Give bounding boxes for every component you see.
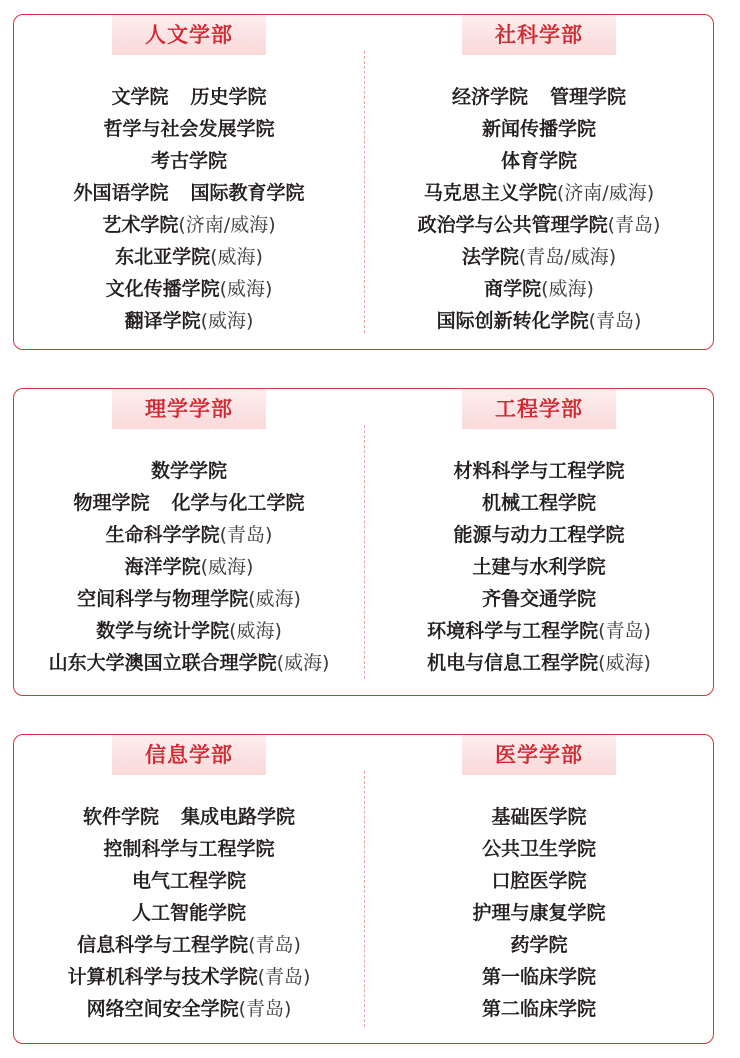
college-name: 生命科学学院 — [105, 524, 220, 546]
campus-note: (威海) — [276, 652, 330, 674]
campus-note: (威海) — [210, 246, 263, 268]
college-name: 政治学与公共管理学院 — [417, 214, 608, 236]
college-name: 翻译学院 — [124, 310, 201, 332]
college-name: 考古学院 — [150, 150, 227, 172]
campus-note: (济南/威海) — [178, 214, 276, 236]
campus-note: (青岛) — [598, 620, 651, 642]
college-name: 物理学院 — [73, 492, 150, 514]
college-item — [364, 865, 714, 897]
college-name: 国际教育学院 — [190, 182, 305, 204]
college-name: 管理学院 — [550, 86, 627, 108]
college-item — [14, 81, 364, 113]
college-item — [364, 929, 714, 961]
college-item — [364, 519, 714, 551]
college-item — [364, 897, 714, 929]
college-item — [14, 455, 364, 487]
division-title: 理学学部 — [112, 389, 266, 429]
college-item — [14, 487, 364, 519]
college-name: 国际创新转化学院 — [436, 310, 589, 332]
college-name: 艺术学院 — [102, 214, 179, 236]
college-item — [364, 583, 714, 615]
college-name: 电气工程学院 — [131, 870, 246, 892]
division-title: 社科学部 — [462, 15, 616, 55]
college-item — [14, 305, 364, 337]
campus-note: (青岛) — [238, 998, 292, 1020]
college-item — [364, 961, 714, 993]
college-list — [364, 81, 714, 337]
college-name: 公共卫生学院 — [481, 838, 596, 860]
college-item — [14, 929, 364, 961]
college-name: 山东大学澳国立联合理学院 — [48, 652, 277, 674]
college-name: 新闻传播学院 — [481, 118, 596, 140]
column-engineering — [364, 389, 714, 695]
college-item — [364, 801, 714, 833]
college-item — [364, 833, 714, 865]
college-name: 集成电路学院 — [181, 806, 296, 828]
college-name: 外国语学院 — [73, 182, 169, 204]
campus-note: (青岛) — [248, 934, 301, 956]
college-name: 商学院 — [484, 278, 542, 300]
college-list — [14, 455, 364, 679]
college-name: 法学院 — [461, 246, 519, 268]
college-name: 口腔医学院 — [491, 870, 587, 892]
college-item — [364, 647, 714, 679]
division-box-science-engineering — [13, 388, 714, 696]
college-list — [364, 801, 714, 1025]
college-name: 软件学院 — [82, 806, 159, 828]
college-name: 体育学院 — [500, 150, 577, 172]
college-list — [14, 801, 364, 1025]
college-item — [14, 209, 364, 241]
college-item — [364, 145, 714, 177]
campus-note: (青岛) — [588, 310, 642, 332]
college-name: 第一临床学院 — [481, 966, 596, 988]
college-item — [364, 177, 714, 209]
college-item — [364, 487, 714, 519]
college-item — [14, 865, 364, 897]
college-item — [364, 209, 714, 241]
campus-note: (青岛) — [257, 966, 311, 988]
college-name: 人工智能学院 — [131, 902, 246, 924]
division-title: 信息学部 — [112, 735, 266, 775]
college-item — [14, 615, 364, 647]
college-item — [364, 273, 714, 305]
college-name: 环境科学与工程学院 — [427, 620, 599, 642]
college-list — [364, 455, 714, 679]
college-name: 材料科学与工程学院 — [453, 460, 625, 482]
college-item — [364, 81, 714, 113]
college-name: 海洋学院 — [124, 556, 201, 578]
college-item — [364, 241, 714, 273]
college-name: 控制科学与工程学院 — [103, 838, 275, 860]
division-title: 工程学部 — [462, 389, 616, 429]
campus-note: (威海) — [219, 278, 273, 300]
campus-note: (威海) — [541, 278, 594, 300]
college-item — [364, 305, 714, 337]
division-title: 医学学部 — [462, 735, 616, 775]
college-item — [364, 455, 714, 487]
division-box-humanities-social — [13, 14, 714, 350]
college-item — [14, 961, 364, 993]
college-item — [14, 583, 364, 615]
college-item — [14, 241, 364, 273]
column-social-sciences — [364, 15, 714, 349]
college-item — [14, 145, 364, 177]
college-name: 空间科学与物理学院 — [77, 588, 249, 610]
college-item — [14, 177, 364, 209]
college-name: 数学与统计学院 — [96, 620, 230, 642]
college-name: 哲学与社会发展学院 — [103, 118, 275, 140]
college-name: 历史学院 — [190, 86, 267, 108]
campus-note: (威海) — [248, 588, 301, 610]
college-name: 齐鲁交通学院 — [481, 588, 596, 610]
college-name: 第二临床学院 — [481, 998, 596, 1020]
campus-note: (济南/威海) — [556, 182, 655, 204]
college-name: 信息科学与工程学院 — [77, 934, 249, 956]
campus-note: (青岛) — [607, 214, 661, 236]
campus-note: (威海) — [598, 652, 651, 674]
column-science — [14, 389, 364, 695]
college-name: 化学与化工学院 — [171, 492, 305, 514]
college-name: 数学学院 — [150, 460, 227, 482]
college-name: 网络空间安全学院 — [86, 998, 239, 1020]
college-item — [14, 551, 364, 583]
college-name: 文学院 — [111, 86, 169, 108]
college-item — [364, 113, 714, 145]
college-item — [14, 897, 364, 929]
college-name: 经济学院 — [451, 86, 528, 108]
college-name: 马克思主义学院 — [423, 182, 557, 204]
campus-note: (威海) — [229, 620, 282, 642]
division-title: 人文学部 — [112, 15, 266, 55]
campus-note: (威海) — [200, 310, 254, 332]
college-name: 护理与康复学院 — [472, 902, 606, 924]
column-information — [14, 735, 364, 1043]
college-name: 能源与动力工程学院 — [453, 524, 625, 546]
campus-note: (青岛) — [219, 524, 273, 546]
college-name: 机械工程学院 — [481, 492, 596, 514]
college-item — [364, 551, 714, 583]
college-item — [14, 993, 364, 1025]
campus-note: (威海) — [200, 556, 254, 578]
college-item — [14, 113, 364, 145]
college-item — [14, 647, 364, 679]
college-name: 土建与水利学院 — [472, 556, 606, 578]
college-item — [14, 273, 364, 305]
college-name: 计算机科学与技术学院 — [67, 966, 258, 988]
college-item — [364, 615, 714, 647]
college-list — [14, 81, 364, 337]
campus-note: (青岛/威海) — [518, 246, 617, 268]
division-box-information-medicine — [13, 734, 714, 1044]
column-medicine — [364, 735, 714, 1043]
college-item — [14, 801, 364, 833]
college-name: 机电与信息工程学院 — [427, 652, 599, 674]
column-humanities — [14, 15, 364, 349]
college-item — [364, 993, 714, 1025]
college-item — [14, 519, 364, 551]
college-name: 东北亚学院 — [115, 246, 211, 268]
college-item — [14, 833, 364, 865]
college-name: 药学院 — [510, 934, 568, 956]
college-name: 文化传播学院 — [105, 278, 220, 300]
college-name: 基础医学院 — [491, 806, 587, 828]
